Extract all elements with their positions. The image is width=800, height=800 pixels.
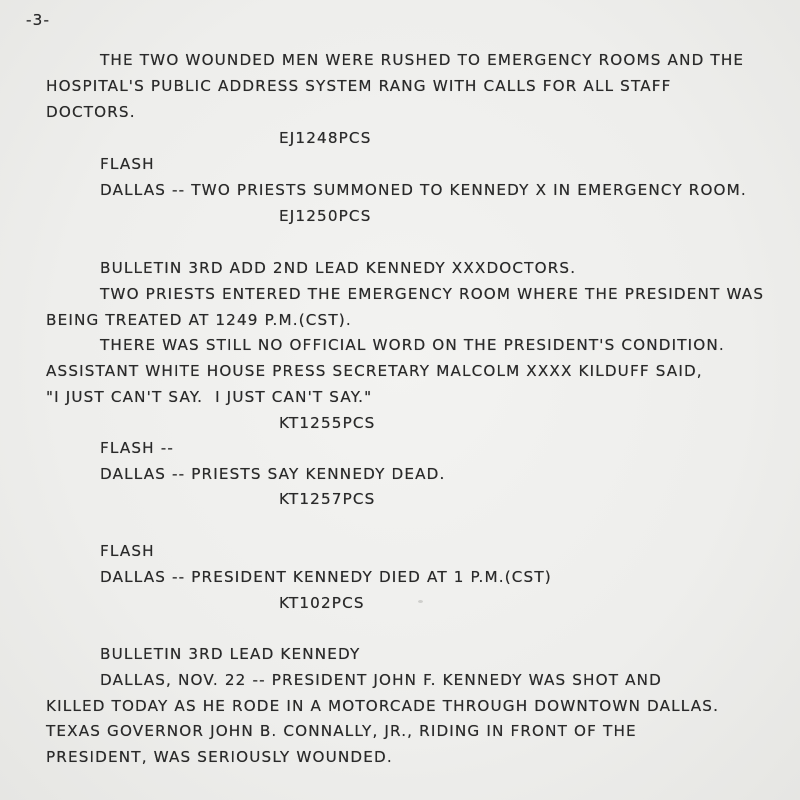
text-line: "I JUST CAN'T SAY. I JUST CAN'T SAY." (46, 388, 373, 406)
paper-speck (418, 600, 423, 603)
flash-heading: FLASH (100, 542, 155, 560)
slug-line: KT1255PCS (279, 414, 376, 432)
bulletin-heading: BULLETIN 3RD LEAD KENNEDY (100, 645, 361, 663)
slug-line: KT102PCS (279, 594, 365, 612)
text-line: THE TWO WOUNDED MEN WERE RUSHED TO EMERGENCY ROOMS AND THE (100, 51, 745, 69)
slug-line: EJ1248PCS (279, 129, 372, 147)
text-line: THERE WAS STILL NO OFFICIAL WORD ON THE PRESIDENT'S CONDITION. (100, 336, 725, 354)
text-line: TWO PRIESTS ENTERED THE EMERGENCY ROOM WHERE THE PRESIDENT WAS (100, 285, 765, 303)
bulletin-heading: BULLETIN 3RD ADD 2ND LEAD KENNEDY XXXDOCTORS. (100, 259, 577, 277)
page-number: -3- (26, 11, 51, 29)
text-line: DALLAS -- PRIESTS SAY KENNEDY DEAD. (100, 465, 446, 483)
text-line: BEING TREATED AT 1249 P.M.(CST). (46, 311, 352, 329)
text-line: TEXAS GOVERNOR JOHN B. CONNALLY, JR., RIDING IN FRONT OF THE (46, 722, 637, 740)
flash-heading: FLASH -- (100, 439, 174, 457)
text-line: ASSISTANT WHITE HOUSE PRESS SECRETARY MALCOLM XXXX KILDUFF SAID, (46, 362, 703, 380)
flash-heading: FLASH (100, 155, 155, 173)
text-line: KILLED TODAY AS HE RODE IN A MOTORCADE THROUGH DOWNTOWN DALLAS. (46, 697, 720, 715)
text-line: DALLAS -- TWO PRIESTS SUMMONED TO KENNEDY X IN EMERGENCY ROOM. (100, 181, 747, 199)
text-line: DOCTORS. (46, 103, 136, 121)
text-line: HOSPITAL'S PUBLIC ADDRESS SYSTEM RANG WITH CALLS FOR ALL STAFF (46, 77, 672, 95)
slug-line: KT1257PCS (279, 490, 376, 508)
text-line: DALLAS -- PRESIDENT KENNEDY DIED AT 1 P.M.(CST) (100, 568, 552, 586)
text-line: PRESIDENT, WAS SERIOUSLY WOUNDED. (46, 748, 393, 766)
text-line: DALLAS, NOV. 22 -- PRESIDENT JOHN F. KENNEDY WAS SHOT AND (100, 671, 663, 689)
slug-line: EJ1250PCS (279, 207, 372, 225)
